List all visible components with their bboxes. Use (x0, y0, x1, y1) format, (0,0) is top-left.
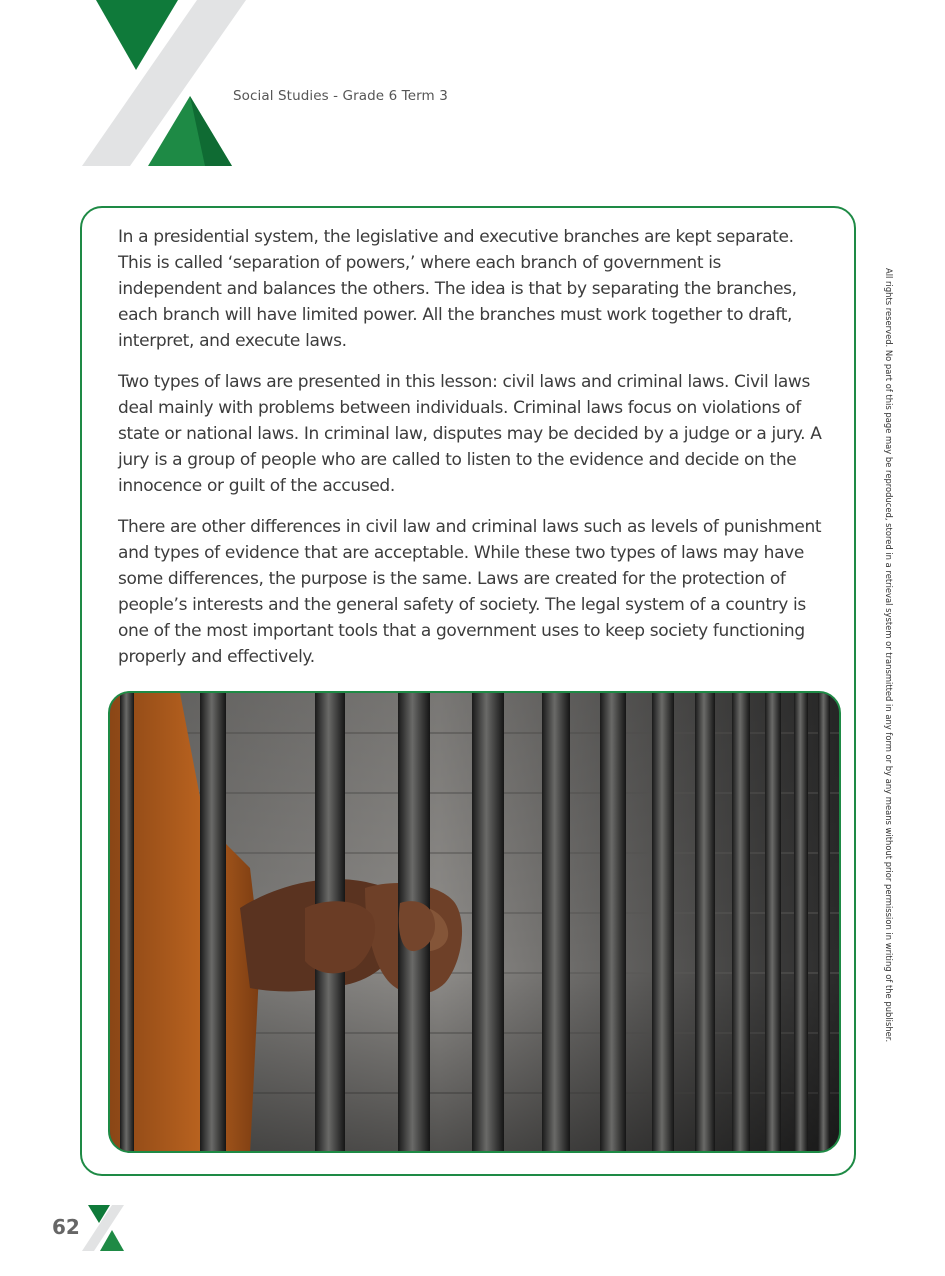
copyright-notice (880, 268, 900, 1043)
paragraph: In a presidential system, the legislative and executive branches are kept separate. This is called ‘separation of powers,’ where each branch of government is independent and balances the others. The idea is that by separating the branches, each branch will have limited power. All the branches must work together to draft, interpret, and execute laws. (118, 227, 797, 351)
paragraph: Two types of laws are presented in this lesson: civil laws and criminal laws. Civil laws deal mainly with problems between individuals. Criminal laws focus on violations of state or national laws. In criminal law, disputes may be decided by a judge or a jury. A jury is a group of people who are called to listen to the evidence and decide on the innocence or guilt of the accused. (118, 372, 822, 496)
prison-bars-photo (108, 691, 841, 1153)
header-title: Social Studies - Grade 6 Term 3 (233, 88, 448, 104)
copyright-text: All rights reserved. No part of this page may be reproduced, stored in a retrieval system or transmitted in any form or by any means without prior permission in writing of the publisher. (884, 268, 894, 1043)
prison-bars-image (110, 693, 841, 1153)
page-number: 62 (52, 1215, 80, 1239)
footer-logo (82, 1205, 126, 1251)
body-text (118, 224, 826, 685)
publisher-logo (0, 0, 250, 170)
paragraph: There are other differences in civil law and criminal laws such as levels of punishment and types of evidence that are acceptable. While these two types of laws may have some differences, the purpose is the same. Laws are created for the protection of people’s interests and the general safety of society. The legal system of a country is one of the most important tools that a government uses to keep society functioning properly and effectively. (118, 517, 822, 667)
